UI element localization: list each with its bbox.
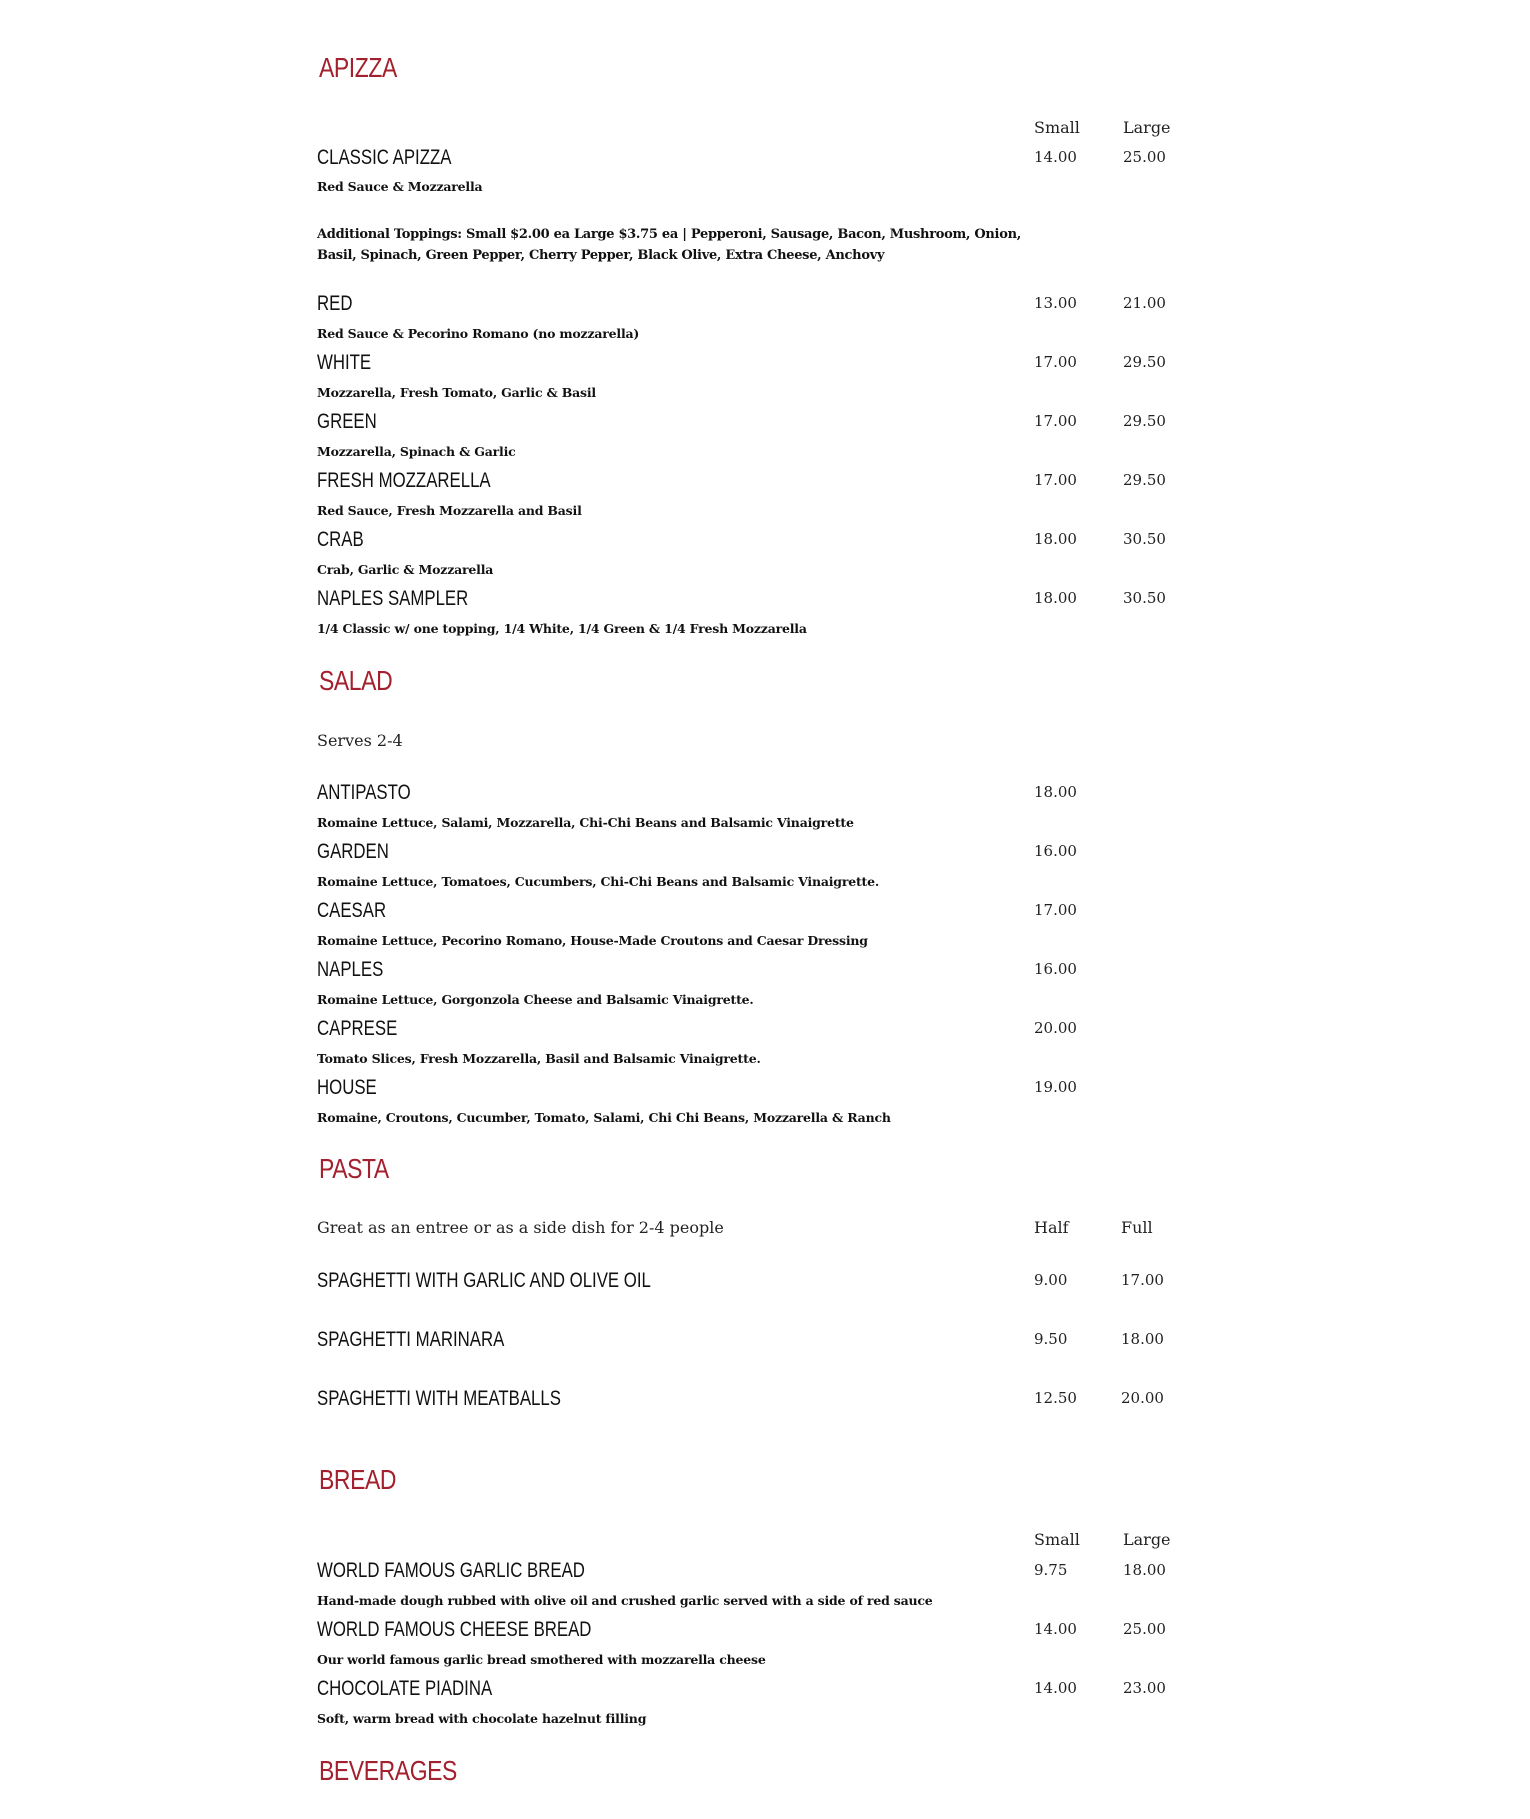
section-title-pasta: PASTA bbox=[319, 1153, 389, 1184]
price-large: 23.00 bbox=[1123, 1679, 1166, 1697]
price: 20.00 bbox=[1034, 1019, 1077, 1037]
menu-item-name: ANTIPASTO bbox=[317, 781, 411, 804]
price-small: 18.00 bbox=[1034, 589, 1077, 607]
section-title-bread: BREAD bbox=[319, 1464, 397, 1495]
menu-item-description: Red Sauce, Fresh Mozzarella and Basil bbox=[317, 503, 582, 518]
menu-item-description: Tomato Slices, Fresh Mozzarella, Basil and Balsamic Vinaigrette. bbox=[317, 1051, 761, 1066]
menu-item-name: CHOCOLATE PIADINA bbox=[317, 1677, 493, 1700]
price-half: 12.50 bbox=[1034, 1389, 1077, 1407]
menu-item-name: RED bbox=[317, 292, 353, 315]
menu-item-name: GREEN bbox=[317, 410, 377, 433]
price-small: 9.75 bbox=[1034, 1561, 1068, 1579]
price-large: 30.50 bbox=[1123, 589, 1166, 607]
menu-item-description: Crab, Garlic & Mozzarella bbox=[317, 562, 494, 577]
section-intro: Serves 2-4 bbox=[317, 731, 403, 750]
price-small: 18.00 bbox=[1034, 530, 1077, 548]
menu-item-name: WHITE bbox=[317, 351, 372, 374]
menu-item-name: FRESH MOZZARELLA bbox=[317, 469, 491, 492]
menu-item-description: Mozzarella, Fresh Tomato, Garlic & Basil bbox=[317, 385, 596, 400]
price-large: 21.00 bbox=[1123, 294, 1166, 312]
menu-item-description: Romaine Lettuce, Salami, Mozzarella, Chi-Chi Beans and Balsamic Vinaigrette bbox=[317, 815, 854, 830]
price: 16.00 bbox=[1034, 842, 1077, 860]
column-header-small: Small bbox=[1034, 118, 1080, 137]
menu-item-name: CAESAR bbox=[317, 899, 387, 922]
price-large: 18.00 bbox=[1123, 1561, 1166, 1579]
price-small: 17.00 bbox=[1034, 471, 1077, 489]
menu-item-name: WORLD FAMOUS GARLIC BREAD bbox=[317, 1559, 585, 1582]
price-small: 14.00 bbox=[1034, 148, 1077, 166]
menu-item-description: Hand-made dough rubbed with olive oil and crushed garlic served with a side of red sauce bbox=[317, 1593, 933, 1608]
column-header-half: Half bbox=[1034, 1218, 1069, 1237]
menu-item-name: CAPRESE bbox=[317, 1017, 398, 1040]
menu-item-description: Romaine Lettuce, Pecorino Romano, House-Made Croutons and Caesar Dressing bbox=[317, 933, 868, 948]
price-small: 13.00 bbox=[1034, 294, 1077, 312]
menu-item-name: NAPLES SAMPLER bbox=[317, 587, 469, 610]
price-small: 17.00 bbox=[1034, 353, 1077, 371]
price: 19.00 bbox=[1034, 1078, 1077, 1096]
menu-item-name: GARDEN bbox=[317, 840, 389, 863]
menu-item-description: Our world famous garlic bread smothered with mozzarella cheese bbox=[317, 1652, 766, 1667]
menu-item-name: SPAGHETTI MARINARA bbox=[317, 1328, 505, 1351]
menu-item-description: Romaine Lettuce, Gorgonzola Cheese and Balsamic Vinaigrette. bbox=[317, 992, 754, 1007]
menu-item-name: SPAGHETTI WITH GARLIC AND OLIVE OIL bbox=[317, 1269, 651, 1292]
price-full: 20.00 bbox=[1121, 1389, 1164, 1407]
menu-item-name: CRAB bbox=[317, 528, 364, 551]
price-small: 17.00 bbox=[1034, 412, 1077, 430]
section-title-apizza: APIZZA bbox=[319, 52, 397, 83]
price: 16.00 bbox=[1034, 960, 1077, 978]
menu-item-description: Soft, warm bread with chocolate hazelnut filling bbox=[317, 1711, 647, 1726]
column-header-full: Full bbox=[1121, 1218, 1153, 1237]
column-header-large: Large bbox=[1123, 118, 1171, 137]
price-large: 30.50 bbox=[1123, 530, 1166, 548]
price-small: 14.00 bbox=[1034, 1620, 1077, 1638]
price-half: 9.00 bbox=[1034, 1271, 1068, 1289]
price-large: 25.00 bbox=[1123, 1620, 1166, 1638]
price-large: 25.00 bbox=[1123, 148, 1166, 166]
section-title-salad: SALAD bbox=[319, 665, 393, 696]
menu-item-name: CLASSIC APIZZA bbox=[317, 146, 452, 169]
menu-item-name: WORLD FAMOUS CHEESE BREAD bbox=[317, 1618, 592, 1641]
column-header-small: Small bbox=[1034, 1530, 1080, 1549]
price-large: 29.50 bbox=[1123, 353, 1166, 371]
menu-item-description: Red Sauce & Pecorino Romano (no mozzarella) bbox=[317, 326, 640, 341]
price-full: 17.00 bbox=[1121, 1271, 1164, 1289]
menu-item-description: Romaine, Croutons, Cucumber, Tomato, Salami, Chi Chi Beans, Mozzarella & Ranch bbox=[317, 1110, 891, 1125]
menu-item-name: HOUSE bbox=[317, 1076, 377, 1099]
column-header-large: Large bbox=[1123, 1530, 1171, 1549]
price-full: 18.00 bbox=[1121, 1330, 1164, 1348]
menu-item-description: Red Sauce & Mozzarella bbox=[317, 179, 483, 194]
toppings-note: Additional Toppings: Small $2.00 ea Large $3.75 ea | Pepperoni, Sausage, Bacon, Mushroom, Onion, Basil, Spinach, Green Pepper, Cherry Pepper, Black Olive, Extra Cheese, Anchovy bbox=[317, 227, 1021, 263]
price-half: 9.50 bbox=[1034, 1330, 1068, 1348]
menu-item-name: NAPLES bbox=[317, 958, 384, 981]
section-intro: Great as an entree or as a side dish for 2-4 people bbox=[317, 1218, 724, 1237]
section-title-beverages: BEVERAGES bbox=[319, 1755, 457, 1786]
price: 17.00 bbox=[1034, 901, 1077, 919]
menu-item-description: Romaine Lettuce, Tomatoes, Cucumbers, Chi-Chi Beans and Balsamic Vinaigrette. bbox=[317, 874, 880, 889]
menu-item-name: SPAGHETTI WITH MEATBALLS bbox=[317, 1387, 561, 1410]
price: 18.00 bbox=[1034, 783, 1077, 801]
price-large: 29.50 bbox=[1123, 471, 1166, 489]
menu-item-description: 1/4 Classic w/ one topping, 1/4 White, 1/4 Green & 1/4 Fresh Mozzarella bbox=[317, 621, 807, 636]
menu-item-description: Mozzarella, Spinach & Garlic bbox=[317, 444, 516, 459]
price-large: 29.50 bbox=[1123, 412, 1166, 430]
price-small: 14.00 bbox=[1034, 1679, 1077, 1697]
